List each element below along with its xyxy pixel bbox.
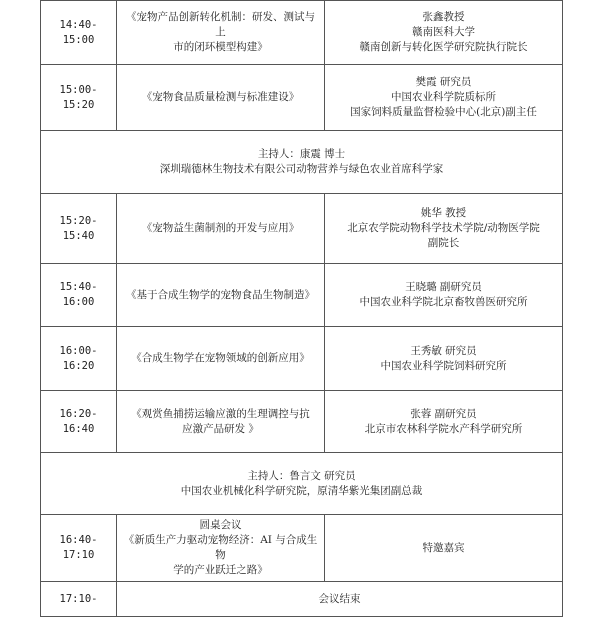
host-name: 主持人：鲁言文 研究员 [247,469,356,482]
talk-title-cell [117,65,325,131]
speaker-affiliation: 中国农业科学院质标所 [391,91,496,103]
speaker-cell [325,515,563,582]
speaker-name: 张鑫教授 [422,11,465,23]
talk-title-cell [117,515,325,582]
time-cell: 15:40-16:00 [41,264,117,327]
talk-title-line: 《新质生产力驱动宠物经济：AI 与合成生物 [123,534,318,561]
speaker-cell [325,391,563,453]
speaker-affiliation: 国家饲料质量监督检验中心(北京)副主任 [350,106,537,118]
host-name: 主持人：康震 博士 [257,148,346,160]
table-row [41,327,563,391]
table-row [41,391,563,453]
talk-title-cell [117,264,325,327]
speaker-name: 姚华 教授 [420,207,467,219]
time-cell: 16:20-16:40 [41,391,117,453]
talk-title-cell [117,1,325,65]
schedule-table [40,0,563,617]
talk-title-line: 圆桌会议 [199,519,242,531]
time-cell: 15:20-15:40 [41,194,117,264]
speaker-affiliation: 副院长 [427,237,460,249]
time-cell: 16:00-16:20 [41,327,117,391]
talk-title-line: 应激产品研发 》 [182,422,259,435]
table-row [41,194,563,264]
host-cell [41,131,563,194]
speaker-name: 樊霞 研究员 [415,76,472,88]
speaker-affiliation: 北京市农林科学院水产科学研究所 [364,422,523,435]
table-row [41,264,563,327]
talk-title-line: 《宠物益生菌制剂的开发与应用》 [141,222,300,234]
speaker-affiliation: 北京农学院动物科学技术学院/动物医学院 [347,222,540,234]
talk-title-line: 《合成生物学在宠物领域的创新应用》 [131,352,310,364]
talk-title-line: 《宠物产品创新转化机制：研发、测试与上 [126,11,315,38]
speaker-cell [325,65,563,131]
table-row [41,582,563,617]
time-cell: 16:40-17:10 [41,515,117,582]
time-cell: 14:40-15:00 [41,1,117,65]
host-cell [41,453,563,515]
speaker-cell [325,194,563,264]
speaker-affiliation: 中国农业科学院饲料研究所 [380,359,507,372]
talk-title-line: 《观赏鱼捕捞运输应激的生理调控与抗 [131,407,310,420]
closing-cell: 会议结束 [117,582,563,617]
speaker-cell [325,327,563,391]
talk-title-cell [117,391,325,453]
speaker-affiliation: 赣南创新与转化医学研究院执行院长 [359,41,528,53]
time-cell: 15:00-15:20 [41,65,117,131]
host-row [41,131,563,194]
host-row [41,453,563,515]
talk-title-line: 市的闭环模型构建》 [173,41,268,53]
time-cell: 17:10- [41,582,117,617]
talk-title-line: 《宠物食品质量检测与标准建设》 [141,91,300,103]
talk-title-line: 《基于合成生物学的宠物食品生物制造》 [126,288,315,301]
speaker-name: 特邀嘉宾 [422,541,465,554]
speaker-cell [325,264,563,327]
speaker-name: 王晓璐 副研究员 [405,281,482,293]
speaker-affiliation: 中国农业科学院北京畜牧兽医研究所 [359,296,528,308]
talk-title-cell [117,327,325,391]
speaker-affiliation: 赣南医科大学 [412,26,475,38]
host-affiliation: 深圳瑞德林生物技术有限公司动物营养与绿色农业首席科学家 [159,163,444,175]
speaker-name: 张蓉 副研究员 [410,407,477,420]
table-row [41,1,563,65]
talk-title-line: 学的产业跃迁之路》 [173,564,268,576]
talk-title-cell [117,194,325,264]
speaker-name: 王秀敏 研究员 [410,344,477,357]
table-row [41,515,563,582]
speaker-cell [325,1,563,65]
host-affiliation: 中国农业机械化科学研究院，原清华紫光集团副总裁 [180,484,423,497]
table-row [41,65,563,131]
